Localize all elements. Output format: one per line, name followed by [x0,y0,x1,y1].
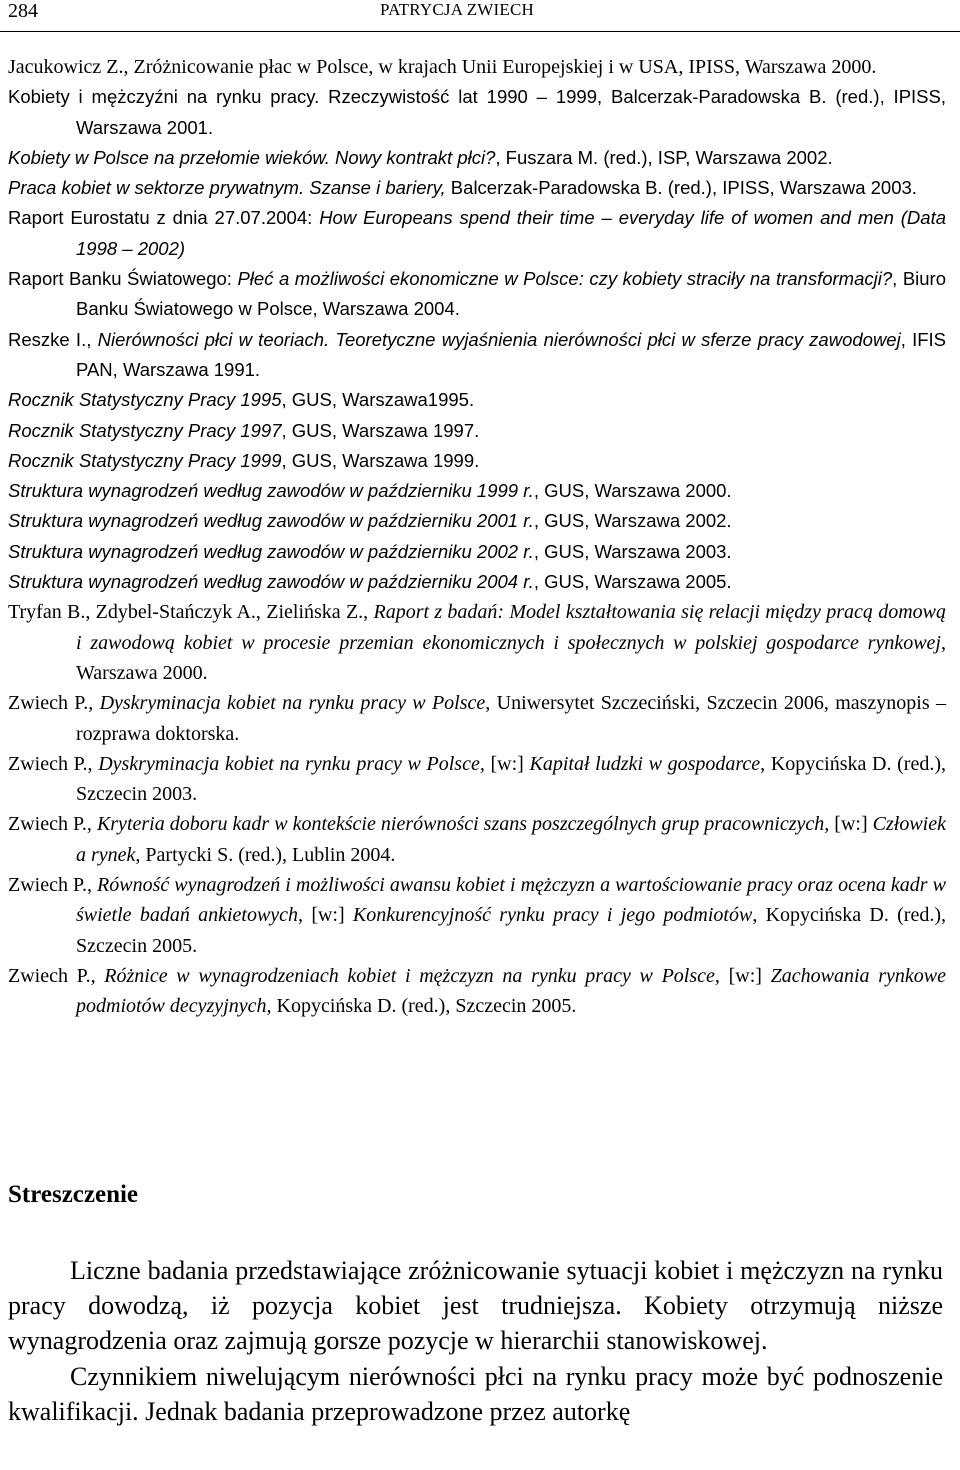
reference-item: Kobiety w Polsce na przełomie wieków. Nowy kontrakt płci?, Fuszara M. (red.), ISP, Warszawa 2002. [8,146,833,168]
reference-item: Kobiety i mężczyźni na rynku pracy. Rzeczywistość lat 1990 – 1999, Balcerzak-Paradowska B. (red.), IPISS, Warszawa 2001. [8,86,946,138]
bibliography [8,52,946,1022]
reference-item: Zwiech P., Równość wynagrodzeń i możliwości awansu kobiet i mężczyzn a wartościowanie pracy oraz ocena kadr w świetle badań ankietowych, [w:] Konkurencyjność rynku pracy i jego podmiotów, Kopycińska D. (red.), Szczecin 2005. [8,874,946,957]
reference-item: Tryfan B., Zdybel-Stańczyk A., Zielińska Z., Raport z badań: Model kształtowania się relacji między pracą domową i zawodową kobiet w procesie przemian ekonomicznych i społecznych w polskiej gospodarce rynkowej, Warszawa 2000. [8,601,946,684]
reference-item: Rocznik Statystyczny Pracy 1995, GUS, Warszawa1995. [8,389,475,411]
reference-item: Struktura wynagrodzeń według zawodów w październiku 2004 r., GUS, Warszawa 2005. [8,571,732,593]
page-header [0,0,960,32]
summary-paragraph: Liczne badania przedstawiające zróżnicowanie sytuacji kobiet i mężczyzn na rynku pracy dowodzą, iż pozycja kobiet jest trudniejsza. Kobiety otrzymują niższe wynagrodzenia oraz zajmują gorsze pozycje w hierarchii stanowiskowej. [8,1256,943,1356]
summary-paragraph: Czynnikiem niwelującym nierówności płci na rynku pracy może być podnoszenie kwalifikacji. Jednak badania przeprowadzone przez autorkę [8,1361,943,1426]
reference-item: Jacukowicz Z., Zróżnicowanie płac w Polsce, w krajach Unii Europejskiej i w USA, IPISS, Warszawa 2000. [8,56,877,78]
summary-body [8,1253,943,1429]
reference-item: Rocznik Statystyczny Pracy 1999, GUS, Warszawa 1999. [8,449,480,471]
reference-item: Raport Banku Światowego: Płeć a możliwości ekonomiczne w Polsce: czy kobiety straciły na transformacji?, Biuro Banku Światowego w Polsce, Warszawa 2004. [8,268,947,320]
reference-item: Struktura wynagrodzeń według zawodów w październiku 1999 r., GUS, Warszawa 2000. [8,480,732,502]
reference-item: Zwiech P., Różnice w wynagrodzeniach kobiet i mężczyzn na rynku pracy w Polsce, [w:] Zachowania rynkowe podmiotów decyzyjnych, Kopycińska D. (red.), Szczecin 2005. [8,964,946,1018]
reference-item: Struktura wynagrodzeń według zawodów w październiku 2002 r., GUS, Warszawa 2003. [8,540,732,562]
reference-item: Zwiech P., Kryteria doboru kadr w kontekście nierówności szans poszczególnych grup pracowniczych, [w:] Człowiek a rynek, Partycki S. (red.), Lublin 2004. [8,813,946,866]
page-number: 284 [8,0,38,22]
reference-item: Praca kobiet w sektorze prywatnym. Szanse i bariery, Balcerzak-Paradowska B. (red.), IPISS, Warszawa 2003. [8,177,917,199]
reference-item: Zwiech P., Dyskryminacja kobiet na rynku pracy w Polsce, [w:] Kapitał ludzki w gospodarce, Kopycińska D. (red.), Szczecin 2003. [8,752,946,806]
reference-item: Struktura wynagrodzeń według zawodów w październiku 2001 r., GUS, Warszawa 2002. [8,510,732,532]
reference-item: Reszke I., Nierówności płci w teoriach. Teoretyczne wyjaśnienia nierówności płci w sferze pracy zawodowej, IFIS PAN, Warszawa 1991. [8,328,947,380]
running-head: PATRYCJA ZWIECH [380,0,534,19]
reference-item: Rocznik Statystyczny Pracy 1997, GUS, Warszawa 1997. [8,419,480,441]
section-title: Streszczenie [8,1181,139,1208]
reference-item: Zwiech P., Dyskryminacja kobiet na rynku pracy w Polsce, Uniwersytet Szczeciński, Szczecin 2006, maszynopis – rozprawa doktorska. [8,692,946,745]
reference-item: Raport Eurostatu z dnia 27.07.2004: How Europeans spend their time – everyday life of women and men (Data 1998 – 2002) [8,207,946,259]
